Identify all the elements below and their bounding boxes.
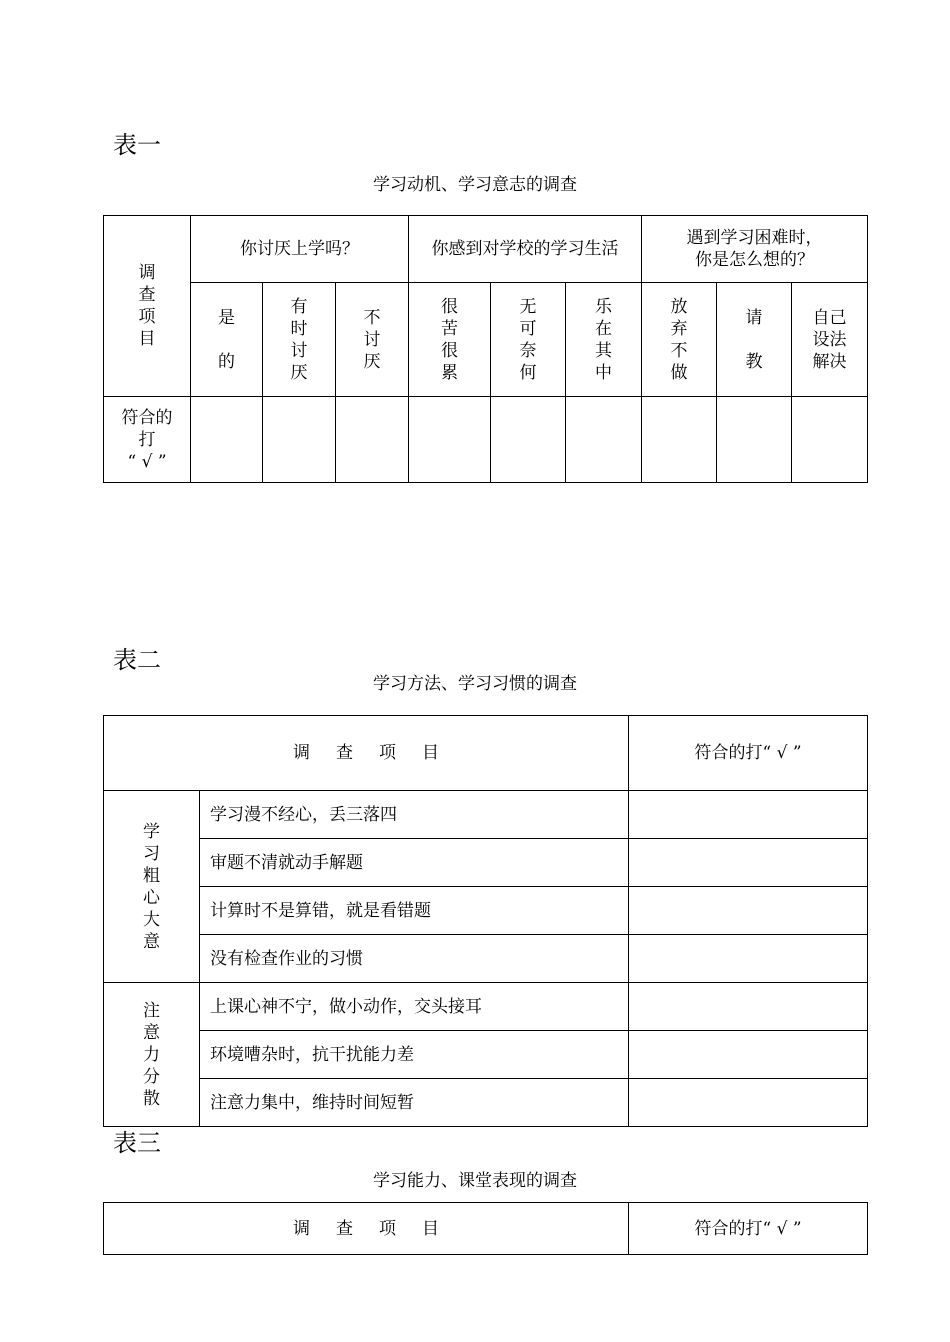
survey-item: 计算时不是算错，就是看错题 <box>200 887 629 935</box>
survey-item: 环境嘈杂时，抗干扰能力差 <box>200 1031 629 1079</box>
category-careless: 学 习 粗 心 大 意 <box>104 791 200 983</box>
table2-header-item: 调 查 项 目 <box>104 716 629 791</box>
option-ask: 请 教 <box>717 283 792 397</box>
survey-item-header: 调 查 项 目 <box>104 216 191 397</box>
answer-cell[interactable] <box>792 397 868 483</box>
check-cell[interactable] <box>629 887 868 935</box>
answer-cell[interactable] <box>717 397 792 483</box>
survey-item: 注意力集中，维持时间短暂 <box>200 1079 629 1127</box>
question-dislike-school: 你讨厌上学吗？ <box>191 216 409 283</box>
answer-row-label: 符合的 打 “ √ ” <box>104 397 191 483</box>
table1-label: 表一 <box>113 131 161 159</box>
option-helpless: 无 可 奈 何 <box>491 283 566 397</box>
answer-cell[interactable] <box>642 397 717 483</box>
table2 <box>103 715 868 1127</box>
option-solve-self: 自己 设法 解决 <box>792 283 868 397</box>
option-not-dislike: 不 讨 厌 <box>336 283 409 397</box>
check-cell[interactable] <box>629 983 868 1031</box>
survey-item: 学习漫不经心，丢三落四 <box>200 791 629 839</box>
answer-cell[interactable] <box>566 397 642 483</box>
table1-title: 学习动机、学习意志的调查 <box>373 175 577 195</box>
check-cell[interactable] <box>629 839 868 887</box>
table3-title: 学习能力、课堂表现的调查 <box>373 1171 577 1191</box>
check-cell[interactable] <box>629 791 868 839</box>
table2-label: 表二 <box>113 646 161 674</box>
table2-title: 学习方法、学习习惯的调查 <box>373 674 577 694</box>
option-enjoy: 乐 在 其 中 <box>566 283 642 397</box>
survey-item: 上课心神不宁，做小动作，交头接耳 <box>200 983 629 1031</box>
option-yes: 是 的 <box>191 283 263 397</box>
question-school-life: 你感到对学校的学习生活 <box>409 216 642 283</box>
survey-item: 没有检查作业的习惯 <box>200 935 629 983</box>
answer-cell[interactable] <box>409 397 491 483</box>
answer-cell[interactable] <box>191 397 263 483</box>
question-difficulty: 遇到学习困难时， 你是怎么想的？ <box>642 216 868 283</box>
option-very-tired: 很 苦 很 累 <box>409 283 491 397</box>
answer-cell[interactable] <box>336 397 409 483</box>
category-distracted: 注 意 力 分 散 <box>104 983 200 1127</box>
survey-item: 审题不清就动手解题 <box>200 839 629 887</box>
answer-cell[interactable] <box>491 397 566 483</box>
option-sometimes-dislike: 有 时 讨 厌 <box>263 283 336 397</box>
table1 <box>103 215 868 483</box>
table3-label: 表三 <box>113 1129 161 1157</box>
table2-header-check: 符合的打“ √ ” <box>629 716 868 791</box>
table3-header-item: 调 查 项 目 <box>104 1203 629 1255</box>
table3 <box>103 1202 868 1255</box>
check-cell[interactable] <box>629 1031 868 1079</box>
check-cell[interactable] <box>629 1079 868 1127</box>
table3-header-check: 符合的打“ √ ” <box>629 1203 868 1255</box>
answer-cell[interactable] <box>263 397 336 483</box>
option-give-up: 放 弃 不 做 <box>642 283 717 397</box>
check-cell[interactable] <box>629 935 868 983</box>
